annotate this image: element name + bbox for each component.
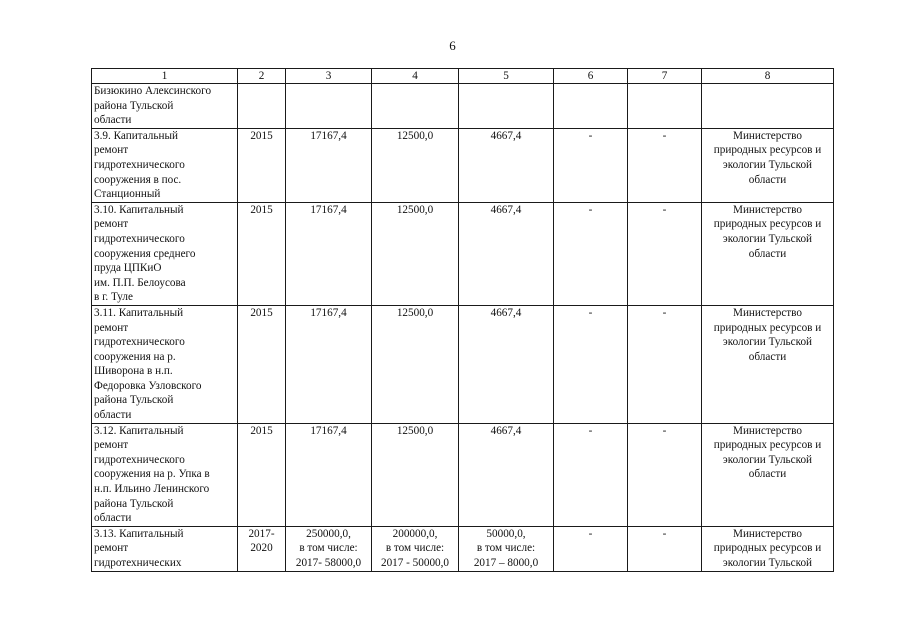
total-cell: 17167,4 xyxy=(286,202,372,305)
column-header: 3 xyxy=(286,69,372,84)
year-cell: 2015 xyxy=(238,202,286,305)
col6-cell xyxy=(554,84,628,129)
executor-cell: Министерство природных ресурсов и экологии Тульской области xyxy=(702,202,834,305)
executor-cell: Министерство природных ресурсов и экологии Тульской xyxy=(702,526,834,571)
executor-cell: Министерство природных ресурсов и экологии Тульской области xyxy=(702,423,834,526)
column-header: 8 xyxy=(702,69,834,84)
regional-cell: 4667,4 xyxy=(459,128,554,202)
col6-cell: - xyxy=(554,423,628,526)
total-cell: 250000,0, в том числе: 2017- 58000,0 xyxy=(286,526,372,571)
col7-cell: - xyxy=(628,526,702,571)
executor-cell xyxy=(702,84,834,129)
col6-cell: - xyxy=(554,526,628,571)
regional-cell: 4667,4 xyxy=(459,305,554,423)
year-cell: 2015 xyxy=(238,128,286,202)
federal-cell xyxy=(372,84,459,129)
regional-cell: 4667,4 xyxy=(459,423,554,526)
column-header: 1 xyxy=(92,69,238,84)
regional-cell: 4667,4 xyxy=(459,202,554,305)
year-cell xyxy=(238,84,286,129)
year-cell: 2015 xyxy=(238,423,286,526)
federal-cell: 12500,0 xyxy=(372,305,459,423)
table-row xyxy=(92,526,834,571)
table-row xyxy=(92,84,834,129)
col7-cell: - xyxy=(628,423,702,526)
measure-name-cell: Бизюкино Алексинского района Тульской области xyxy=(92,84,238,129)
year-cell: 2015 xyxy=(238,305,286,423)
total-cell: 17167,4 xyxy=(286,128,372,202)
column-header: 4 xyxy=(372,69,459,84)
column-header: 2 xyxy=(238,69,286,84)
table-row xyxy=(92,305,834,423)
executor-cell: Министерство природных ресурсов и экологии Тульской области xyxy=(702,305,834,423)
federal-cell: 200000,0, в том числе: 2017 - 50000,0 xyxy=(372,526,459,571)
col7-cell: - xyxy=(628,128,702,202)
table-row xyxy=(92,128,834,202)
measure-name-cell: 3.11. Капитальный ремонт гидротехнического сооружения на р. Шиворона в н.п. Федоровка Узловского района Тульской области xyxy=(92,305,238,423)
federal-cell: 12500,0 xyxy=(372,202,459,305)
regional-cell xyxy=(459,84,554,129)
regional-cell: 50000,0, в том числе: 2017 – 8000,0 xyxy=(459,526,554,571)
col7-cell xyxy=(628,84,702,129)
program-table xyxy=(91,68,834,572)
page-number: 6 xyxy=(449,38,456,53)
col7-cell: - xyxy=(628,305,702,423)
year-cell: 2017- 2020 xyxy=(238,526,286,571)
col6-cell: - xyxy=(554,202,628,305)
table-header-row xyxy=(92,69,834,84)
measure-name-cell: 3.9. Капитальный ремонт гидротехнического сооружения в пос. Станционный xyxy=(92,128,238,202)
column-header: 6 xyxy=(554,69,628,84)
measure-name-cell: 3.10. Капитальный ремонт гидротехнического сооружения среднего пруда ЦПКиО им. П.П. Белоусова в г. Туле xyxy=(92,202,238,305)
total-cell xyxy=(286,84,372,129)
column-header: 5 xyxy=(459,69,554,84)
total-cell: 17167,4 xyxy=(286,305,372,423)
table-row xyxy=(92,202,834,305)
measure-name-cell: 3.13. Капитальный ремонт гидротехнических xyxy=(92,526,238,571)
column-header: 7 xyxy=(628,69,702,84)
col6-cell: - xyxy=(554,305,628,423)
federal-cell: 12500,0 xyxy=(372,128,459,202)
federal-cell: 12500,0 xyxy=(372,423,459,526)
table-row xyxy=(92,423,834,526)
col7-cell: - xyxy=(628,202,702,305)
col6-cell: - xyxy=(554,128,628,202)
total-cell: 17167,4 xyxy=(286,423,372,526)
executor-cell: Министерство природных ресурсов и экологии Тульской области xyxy=(702,128,834,202)
measure-name-cell: 3.12. Капитальный ремонт гидротехнического сооружения на р. Упка в н.п. Ильино Ленинского района Тульской области xyxy=(92,423,238,526)
